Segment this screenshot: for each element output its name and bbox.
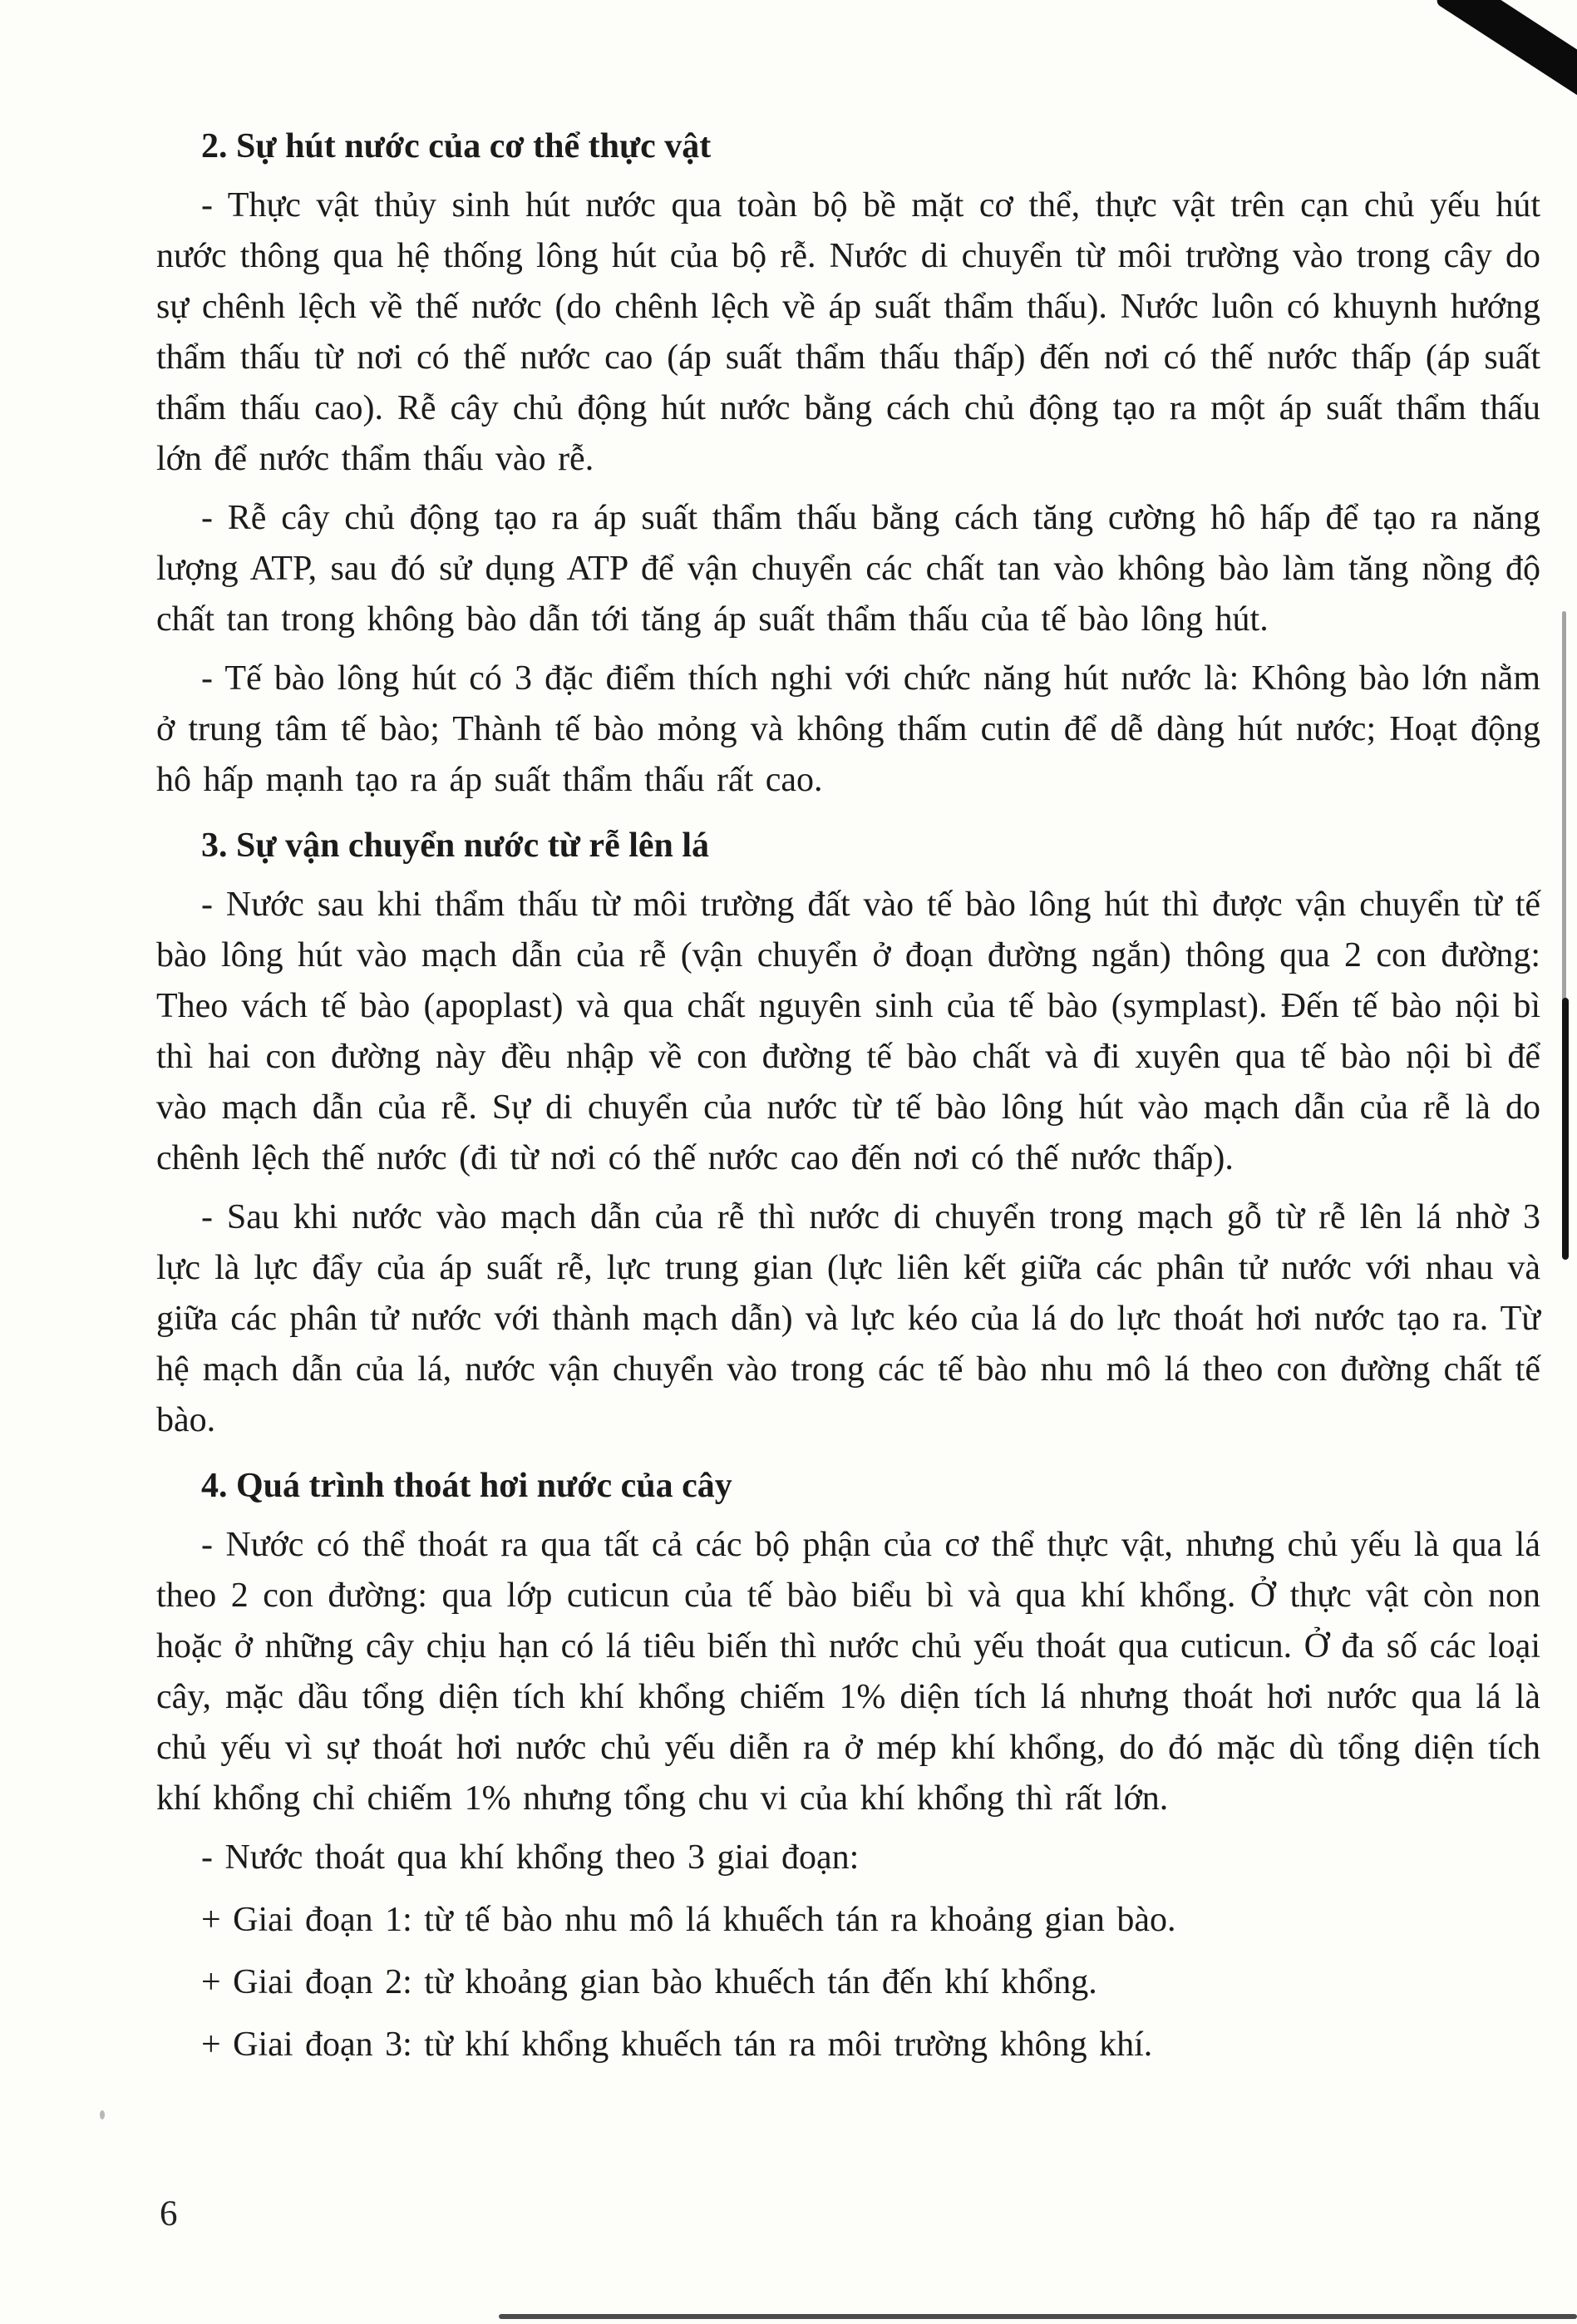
page-content xyxy=(156,121,1540,2082)
list-item-stage-3: + Giai đoạn 3: từ khí khổng khuếch tán ra môi trường không khí. xyxy=(201,2025,1153,2064)
section-heading-water-transport: 3. Sự vận chuyển nước từ rễ lên lá xyxy=(201,826,710,865)
scan-artifact-right-edge-strong xyxy=(1562,998,1569,1260)
scan-artifact-left-speck xyxy=(100,2110,105,2119)
scan-artifact-corner-mark xyxy=(1435,0,1577,105)
paragraph: - Nước sau khi thẩm thấu từ môi trường đất vào tế bào lông hút thì được vận chuyển từ tế bào lông hút vào mạch dẫn của rễ (vận chuyển ở đoạn đường ngắn) thông qua 2 con đường: Theo vách tế bào (apoplast) và qua chất nguyên sinh của tế bào (symplast). Đến tế bào nội bì thì hai con đường này đều nhập về con đường tế bào chất và đi xuyên qua tế bào nội bì để vào mạch dẫn của rễ. Sự di chuyển của nước từ tế bào lông hút vào mạch dẫn của rễ là do chênh lệch thế nước (đi từ nơi có thế nước cao đến nơi có thế nước thấp). xyxy=(156,886,1540,1177)
section-heading-transpiration: 4. Quá trình thoát hơi nước của cây xyxy=(201,1467,732,1505)
scan-artifact-bottom-line xyxy=(499,2314,1577,2319)
list-item-stage-2: + Giai đoạn 2: từ khoảng gian bào khuếch tán đến khí khổng. xyxy=(201,1963,1097,2001)
paragraph: - Thực vật thủy sinh hút nước qua toàn bộ bề mặt cơ thể, thực vật trên cạn chủ yếu hút nước thông qua hệ thống lông hút của bộ rễ. Nước di chuyển từ môi trường vào trong cây do sự chênh lệch về thế nước (do chênh lệch về áp suất thẩm thấu). Nước luôn có khuynh hướng thẩm thấu từ nơi có thế nước cao (áp suất thẩm thấu thấp) đến nơi có thế nước thấp (áp suất thẩm thấu cao). Rễ cây chủ động hút nước bằng cách chủ động tạo ra một áp suất thẩm thấu lớn để nước thẩm thấu vào rễ. xyxy=(156,186,1540,478)
page-number: 6 xyxy=(160,2194,178,2233)
section-heading-water-absorption: 2. Sự hút nước của cơ thể thực vật xyxy=(201,127,712,165)
list-item-stage-1: + Giai đoạn 1: từ tế bào nhu mô lá khuếch tán ra khoảng gian bào. xyxy=(201,1901,1176,1939)
paragraph: - Nước thoát qua khí khổng theo 3 giai đoạn: xyxy=(201,1838,860,1877)
scan-artifact-right-edge-faint xyxy=(1562,611,1566,1002)
paragraph: - Rễ cây chủ động tạo ra áp suất thẩm thấu bằng cách tăng cường hô hấp để tạo ra năng lượng ATP, sau đó sử dụng ATP để vận chuyển các chất tan vào không bào làm tăng nồng độ chất tan trong không bào dẫn tới tăng áp suất thẩm thấu của tế bào lông hút. xyxy=(156,499,1540,639)
paragraph: - Tế bào lông hút có 3 đặc điểm thích nghi với chức năng hút nước là: Không bào lớn nằm ở trung tâm tế bào; Thành tế bào mỏng và không thấm cutin để dễ dàng hút nước; Hoạt động hô hấp mạnh tạo ra áp suất thẩm thấu rất cao. xyxy=(156,659,1540,799)
paragraph: - Sau khi nước vào mạch dẫn của rễ thì nước di chuyển trong mạch gỗ từ rễ lên lá nhờ 3 lực là lực đẩy của áp suất rễ, lực trung gian (lực liên kết giữa các phân tử nước với nhau và giữa các phân tử nước với thành mạch dẫn) và lực kéo của lá do lực thoát hơi nước tạo ra. Từ hệ mạch dẫn của lá, nước vận chuyển vào trong các tế bào nhu mô lá theo con đường chất tế bào. xyxy=(156,1198,1540,1439)
paragraph: - Nước có thể thoát ra qua tất cả các bộ phận của cơ thể thực vật, nhưng chủ yếu là qua lá theo 2 con đường: qua lớp cuticun của tế bào biểu bì và qua khí khổng. Ở thực vật còn non hoặc ở những cây chịu hạn có lá tiêu biến thì nước chủ yếu thoát qua cuticun. Ở đa số các loại cây, mặc dầu tổng diện tích khí khổng chiếm 1% diện tích lá nhưng thoát hơi nước qua lá là chủ yếu vì sự thoát hơi nước chủ yếu diễn ra ở mép khí khổng, do đó mặc dù tổng diện tích khí khổng chỉ chiếm 1% nhưng tổng chu vi của khí khổng thì rất lớn. xyxy=(156,1526,1540,1818)
